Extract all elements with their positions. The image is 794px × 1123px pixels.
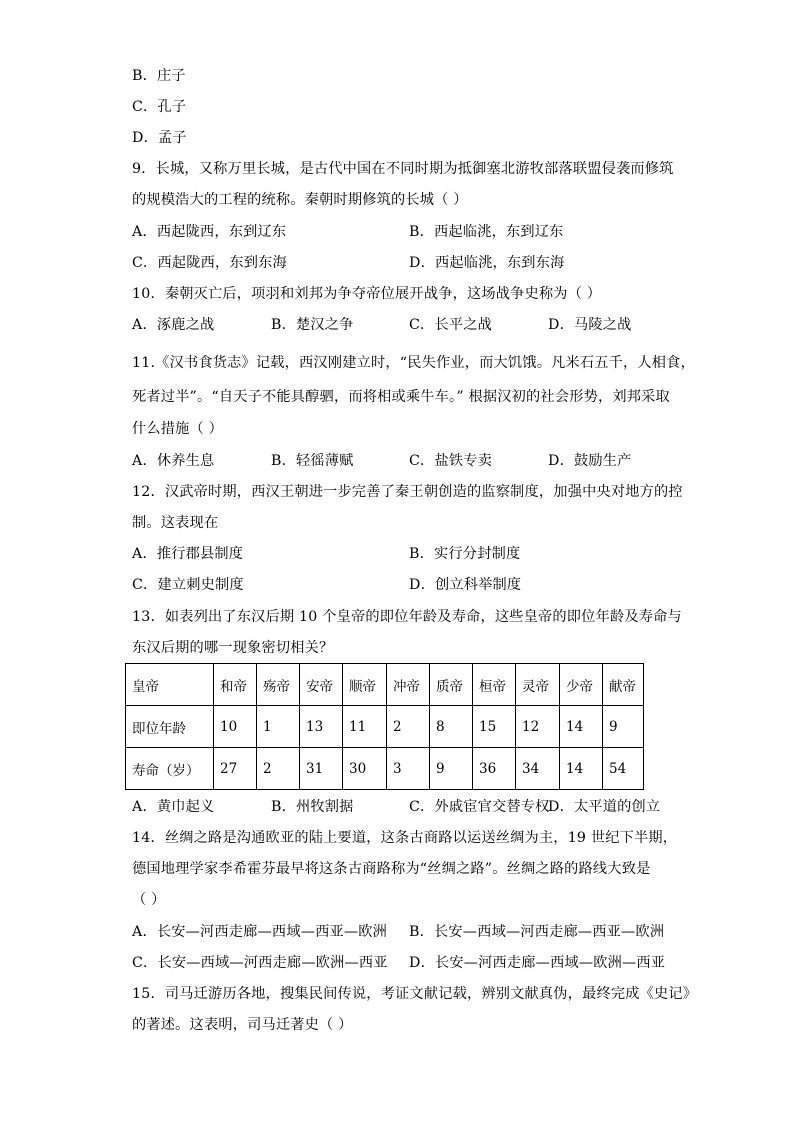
option-a: A．黄巾起义 <box>132 799 215 815</box>
option-c: C．长平之战 <box>409 317 492 333</box>
question-11-text: 11.《汉书食货志》记载，西汉刚建立时，“民失作业，而大饥饿。凡米石五千，人相食， <box>132 355 695 371</box>
table-cell: 14 <box>560 706 603 748</box>
table-cell: 殇帝 <box>257 664 300 706</box>
option-d: D．马陵之战 <box>548 317 632 333</box>
table-cell: 皇帝 <box>126 664 214 706</box>
option-b: B．西起临洮，东到辽东 <box>409 224 564 240</box>
table-cell: 2 <box>257 748 300 790</box>
option-a: A．长安—河西走廊—西域—西亚—欧洲 <box>132 924 388 940</box>
question-9-text: 的规模浩大的工程的统称。秦朝时期修筑的长城（ ） <box>132 192 468 208</box>
table-cell: 36 <box>473 748 516 790</box>
table-cell: 献帝 <box>603 664 644 706</box>
table-cell: 8 <box>430 706 473 748</box>
option-d: D．孟子 <box>132 130 187 146</box>
option-b: B．楚汉之争 <box>271 317 354 333</box>
table-cell: 和帝 <box>214 664 257 706</box>
option-d: D．西起临洮，东到东海 <box>409 255 565 271</box>
option-a: A．涿鹿之战 <box>132 317 215 333</box>
option-c: C．长安—西域—河西走廊—欧洲—西亚 <box>132 955 388 971</box>
question-9-text: 9．长城，又称万里长城，是古代中国在不同时期为抵御塞北游牧部落联盟侵袭而修筑 <box>132 161 674 177</box>
table-cell: 34 <box>516 748 560 790</box>
table-cell: 安帝 <box>300 664 343 706</box>
question-15-text: 的著述。这表明，司马迁著史（ ） <box>132 1017 353 1033</box>
option-b: B．州牧割据 <box>271 799 354 815</box>
table-row <box>126 664 644 706</box>
question-15-text: 15．司马迁游历各地，搜集民间传说，考证文献记载，辨别文献真伪，最终完成《史记》 <box>132 986 698 1002</box>
option-d: D．创立科举制度 <box>409 577 522 593</box>
table-cell: 灵帝 <box>516 664 560 706</box>
table-cell: 9 <box>430 748 473 790</box>
table-cell: 2 <box>387 706 430 748</box>
option-d: D．长安—河西走廊—西域—欧洲—西亚 <box>409 955 666 971</box>
table-cell: 桓帝 <box>473 664 516 706</box>
table-cell: 30 <box>343 748 387 790</box>
option-c: C．西起陇西，东到东海 <box>132 255 287 271</box>
question-11-text: 什么措施（ ） <box>132 421 224 437</box>
question-13-text: 13．如表列出了东汉后期 10 个皇帝的即位年龄及寿命，这些皇帝的即位年龄及寿命与 <box>132 609 682 625</box>
option-b: B．实行分封制度 <box>409 546 521 562</box>
option-b: B．庄子 <box>132 68 186 84</box>
table-cell: 冲帝 <box>387 664 430 706</box>
question-14-text: 德国地理学家李希霍芬最早将这条古商路称为“丝绸之路”。丝绸之路的路线大致是 <box>132 861 651 877</box>
option-b: B．长安—西域—河西走廊—西亚—欧洲 <box>409 924 665 940</box>
table-cell: 质帝 <box>430 664 473 706</box>
option-c: C．外戚宦官交替专权 <box>409 799 550 815</box>
option-a: A．推行郡县制度 <box>132 546 244 562</box>
option-a: A．西起陇西，东到辽东 <box>132 224 287 240</box>
option-d: D．太平道的创立 <box>548 799 661 815</box>
table-cell: 12 <box>516 706 560 748</box>
table-row <box>126 748 644 790</box>
table-row <box>126 706 644 748</box>
option-a: A．休养生息 <box>132 453 215 469</box>
table-cell: 9 <box>603 706 644 748</box>
table-cell: 3 <box>387 748 430 790</box>
question-11-text: 死者过半”。“自天子不能具醇驷，而将相或乘牛车。” 根据汉初的社会形势，刘邦采取 <box>132 389 670 405</box>
emperor-table <box>125 663 644 790</box>
table-cell: 1 <box>257 706 300 748</box>
table-cell: 11 <box>343 706 387 748</box>
option-c: C．盐铁专卖 <box>409 453 492 469</box>
option-c: C．孔子 <box>132 99 187 115</box>
table-cell: 顺帝 <box>343 664 387 706</box>
table-cell: 15 <box>473 706 516 748</box>
question-12-text: 12．汉武帝时期，西汉王朝进一步完善了秦王朝创造的监察制度，加强中央对地方的控 <box>132 484 683 500</box>
table-cell: 即位年龄 <box>126 706 214 748</box>
table-cell: 寿命（岁） <box>126 748 214 790</box>
question-14-text: （ ） <box>132 892 166 908</box>
table-cell: 13 <box>300 706 343 748</box>
option-c: C．建立刺史制度 <box>132 577 244 593</box>
table-cell: 少帝 <box>560 664 603 706</box>
table-cell: 31 <box>300 748 343 790</box>
table-cell: 27 <box>214 748 257 790</box>
question-10-text: 10．秦朝灭亡后，项羽和刘邦为争夺帝位展开战争，这场战争史称为（ ） <box>132 286 602 302</box>
option-d: D．鼓励生产 <box>548 453 632 469</box>
option-b: B．轻徭薄赋 <box>271 453 354 469</box>
table-cell: 14 <box>560 748 603 790</box>
question-13-text: 东汉后期的哪一现象密切相关？ <box>132 640 334 656</box>
table-cell: 54 <box>603 748 644 790</box>
question-12-text: 制。这表现在 <box>132 515 219 531</box>
question-14-text: 14．丝绸之路是沟通欧亚的陆上要道，这条古商路以运送丝绸为主，19 世纪下半期， <box>132 830 678 846</box>
table-cell: 10 <box>214 706 257 748</box>
